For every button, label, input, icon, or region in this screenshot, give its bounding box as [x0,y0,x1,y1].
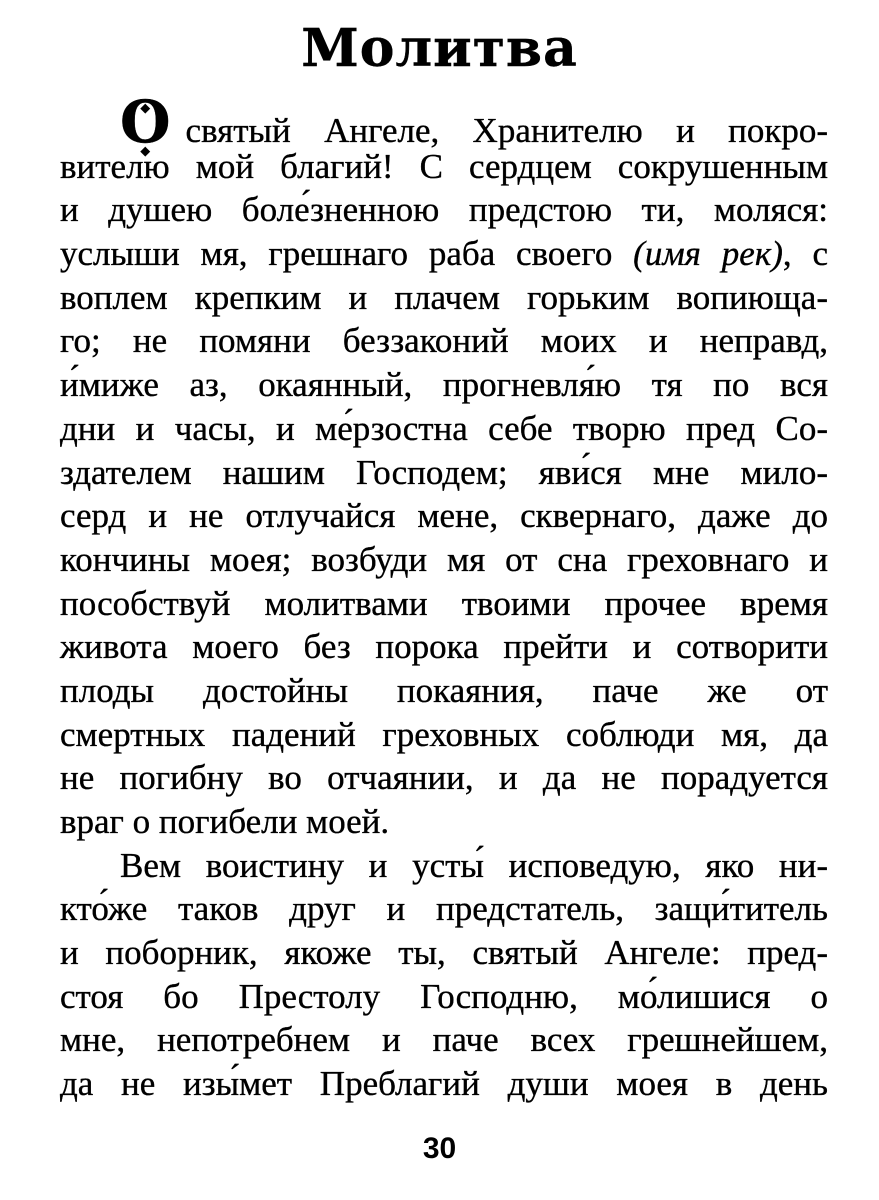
text-line [60,975,828,1019]
text-line-content: и душею боле́зненною предстою ти, моляся: [60,190,828,230]
text-line-content: го; не помяни беззаконий моих и неправд, [60,321,828,361]
text-line [60,844,828,888]
page-title: Молитва [301,18,578,79]
prayer-text [60,88,828,1106]
text-line-content: пособствуй молитвами твоими прочее время [60,583,828,623]
text-line-content: серд и не отлучайся мене, сквернаго, даже до [60,496,828,536]
text-line-content: да не изы́мет Преблагий души моея в день [60,1064,828,1104]
text-line [60,1062,828,1106]
text-line [60,713,828,757]
text-line [60,451,828,495]
text-line-content: мне, непотребнем и паче всех грешнейшем, [60,1020,828,1060]
text-line-content: здателем нашим Господем; яви́ся мне мило- [60,452,828,492]
text-line-content: Вем воистину и усты́ исповедую, яко ни- [120,845,828,885]
text-line-content: услыши мя, грешнаго раба своего [60,234,634,274]
text-line [60,669,828,713]
text-line [60,756,828,800]
text-line-content: кончины моея; возбуди мя от сна греховнаго и [60,539,828,579]
text-line-content: плоды достойны покаяния, паче же от [60,670,828,710]
text-line [60,232,828,276]
text-line [60,407,828,451]
text-line-content: стоя бо Престолу Господню, мо́лишися о [60,976,828,1016]
text-line [60,800,828,844]
text-line-content: живота моего без порока прейти и сотворити [60,627,828,667]
text-line [60,494,828,538]
text-line [60,538,828,582]
text-line-content: враг о погибели моей. [60,802,390,841]
text-line-content: смертных падений греховных соблюди мя, да [60,714,828,754]
text-line-content: и поборник, якоже ты, святый Ангеле: пред- [60,933,828,973]
text-line-content: и́миже аз, окаянный, прогневля́ю тя по вся [60,365,828,405]
text-line [60,931,828,975]
text-line [60,88,828,156]
text-line [60,582,828,626]
text-line-content: святый Ангеле, Хранителю и покро- [185,111,828,150]
text-line-content: , с [782,234,828,274]
text-line-content: воплем крепким и плачем горьким вопиюща- [60,277,828,317]
name-placeholder-italic: (имя рек) [633,234,783,274]
page-number: 30 [422,1132,457,1165]
text-line-content: не погибну во отчаянии, и да не порадуется [60,758,828,798]
text-line [60,1018,828,1062]
text-line-content: вителю мой благий! С сердцем сокрушенным [60,146,828,186]
text-line-content: кто́же таков друг и предстатель, защи́титель [60,889,828,929]
text-line [60,276,828,320]
text-line [60,363,828,407]
text-line [60,188,828,232]
text-line [60,887,828,931]
text-line-content: дни и часы, и ме́рзостна себе творю пред Со- [60,408,828,448]
drop-cap-initial: ◆ О ◆ [120,101,171,145]
text-line [60,319,828,363]
text-line [60,625,828,669]
text-line [60,145,828,189]
